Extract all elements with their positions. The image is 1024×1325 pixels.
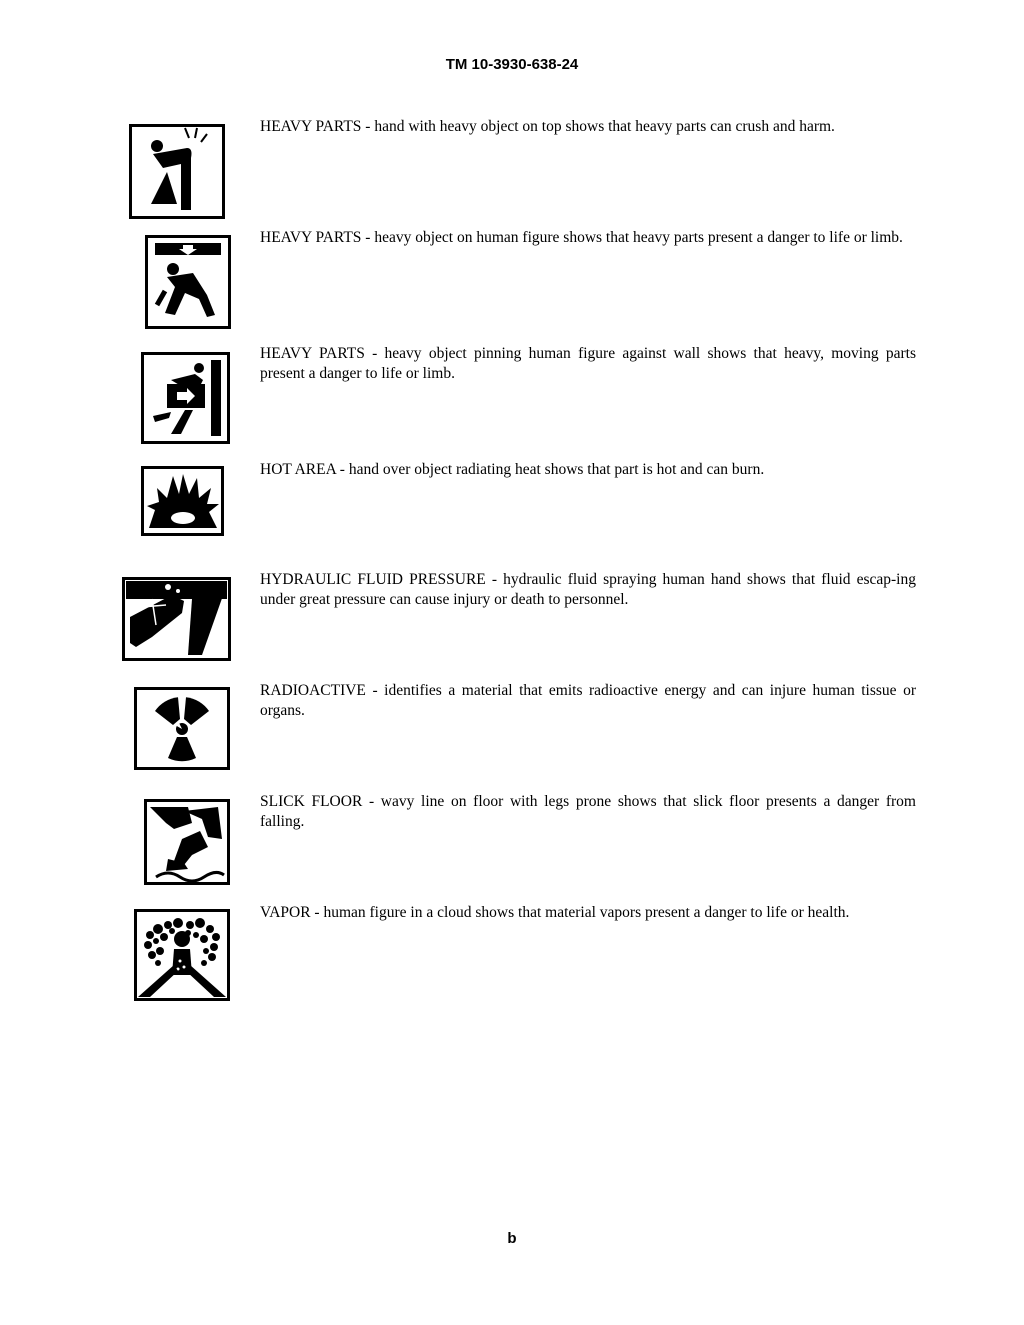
warning-description: HEAVY PARTS - heavy object pinning human figure against wall shows that heavy, moving parts present a danger to life or limb. xyxy=(260,345,916,382)
hydraulic-fluid-pressure-icon xyxy=(122,577,231,661)
warning-description: HYDRAULIC FLUID PRESSURE - hydraulic fluid spraying human hand shows that fluid escap-ing under great pressure can cause injury or death to personnel. xyxy=(260,571,916,608)
slick-floor-icon xyxy=(144,799,230,885)
heavy-parts-crush-icon xyxy=(145,235,231,329)
warning-description: HEAVY PARTS - heavy object on human figure shows that heavy parts present a danger to life or limb. xyxy=(260,229,903,246)
vapor-icon xyxy=(134,909,230,1001)
warning-description: HEAVY PARTS - hand with heavy object on top shows that heavy parts can crush and harm. xyxy=(260,118,835,135)
hot-area-icon xyxy=(141,466,224,536)
warning-description: HOT AREA - hand over object radiating heat shows that part is hot and can burn. xyxy=(260,461,765,478)
warning-description: SLICK FLOOR - wavy line on floor with legs prone shows that slick floor presents a danger from falling. xyxy=(260,793,916,830)
heavy-parts-pinning-icon xyxy=(141,352,230,444)
heavy-parts-hand-icon xyxy=(129,124,225,219)
warning-description: RADIOACTIVE - identifies a material that emits radioactive energy and can injure human tissue or organs. xyxy=(260,682,916,719)
radioactive-icon xyxy=(134,687,230,770)
page-label: b xyxy=(507,1230,517,1247)
warning-description: VAPOR - human figure in a cloud shows that material vapors present a danger to life or health. xyxy=(260,904,850,921)
document-number: TM 10-3930-638-24 xyxy=(445,56,579,73)
